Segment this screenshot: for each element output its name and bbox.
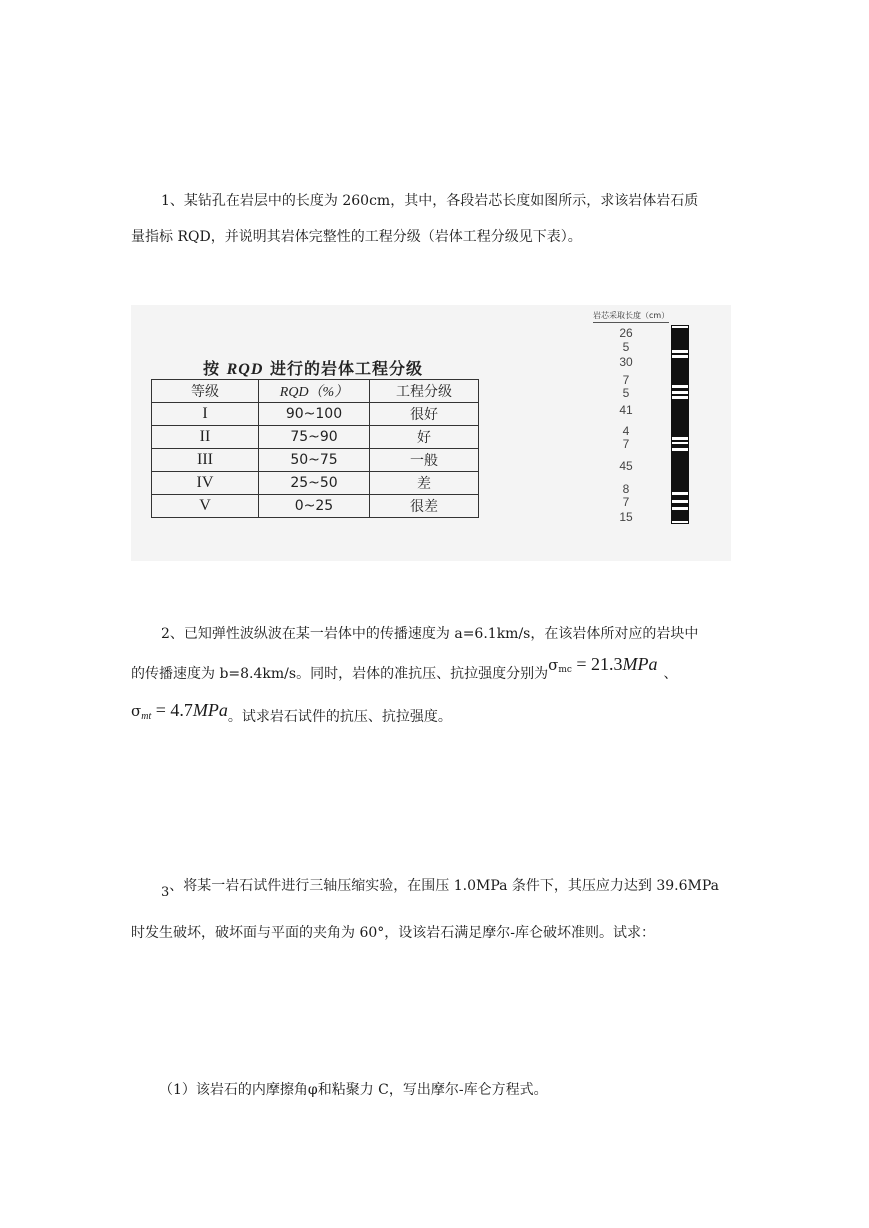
question-1 [131, 183, 743, 255]
table-header-row [152, 380, 479, 403]
header-rqd: RQD（%） [259, 380, 370, 403]
core-segment [672, 495, 688, 500]
formula-sigma-mc: $\sigma_{mc} = 21.3MPa$ [548, 654, 658, 675]
question-3-line-2: 时发生破坏，破坏面与平面的夹角为 60°，设该岩石满足摩尔-库仑破坏准则。试求： [131, 925, 655, 941]
table-row: I 90~100 很好 [152, 403, 479, 426]
core-length-label: 45 [619, 459, 633, 473]
core-segment [672, 358, 688, 385]
table-row: II 75~90 好 [152, 426, 479, 449]
core-length-label: 5 [622, 386, 630, 400]
question-3-line-1: 、将某一岩石试件进行三轴压缩实验，在围压 1.0MPa 条件下，其压应力达到 39.6MPa [169, 878, 720, 894]
core-segment [672, 444, 688, 448]
core-log-column [671, 325, 689, 524]
core-segment [672, 353, 688, 355]
core-length-label: 30 [619, 355, 633, 369]
core-segment [672, 510, 688, 522]
core-segment [672, 328, 688, 351]
question-2-line-3: 。试求岩石试件的抗压、抗拉强度。 [227, 709, 452, 725]
question-2-line-1: 2、已知弹性波纵波在某一岩体中的传播速度为 a=6.1km/s，在该岩体所对应的岩块中 [161, 626, 699, 642]
core-length-label: 4 [622, 424, 630, 438]
question-2 [131, 616, 743, 735]
question-3-sub-1: （1）该岩石的内摩擦角φ和粘聚力 C，写出摩尔-库仑方程式。 [159, 1082, 548, 1098]
core-length-label: 7 [622, 495, 630, 509]
core-length-label: 7 [622, 373, 630, 387]
question-2-line-2: 的传播速度为 b=8.4km/s。同时，岩体的准抗压、抗拉强度分别为 [131, 666, 549, 682]
formula-sigma-mt: $\sigma_{mt} = 4.7MPa$ [131, 700, 228, 722]
core-segment [672, 399, 688, 436]
core-segment [672, 394, 688, 396]
core-length-label: 7 [622, 437, 630, 451]
header-grade: 等级 [152, 380, 259, 403]
core-length-label: 8 [622, 482, 630, 496]
core-length-label: 26 [619, 326, 633, 340]
question-3 [131, 868, 743, 951]
rqd-classification-table [151, 379, 479, 518]
core-length-caption: 岩芯采取长度（cm） [593, 310, 669, 323]
core-length-label: 5 [622, 340, 630, 354]
core-length-label: 15 [619, 510, 633, 524]
question-1-line-2: 量指标 RQD，并说明其岩体完整性的工程分级（岩体工程分级见下表）。 [131, 229, 582, 245]
core-length-label: 41 [619, 403, 633, 417]
core-segment [672, 388, 688, 392]
core-segment [672, 440, 688, 442]
core-segment [672, 503, 688, 507]
table-row: III 50~75 一般 [152, 449, 479, 472]
core-segment [672, 451, 688, 492]
rqd-figure [131, 305, 731, 561]
question-1-line-1: 1、某钻孔在岩层中的长度为 260cm，其中，各段岩芯长度如图所示，求该岩体岩石质 [161, 193, 699, 209]
question-3-number: 3 [161, 885, 170, 900]
table-row: V 0~25 很差 [152, 495, 479, 518]
separator: 、 [663, 666, 678, 682]
table-row: IV 25~50 差 [152, 472, 479, 495]
rqd-table-title: 按 RQD 进行的岩体工程分级 [203, 359, 423, 378]
header-engineering-class: 工程分级 [370, 380, 479, 403]
